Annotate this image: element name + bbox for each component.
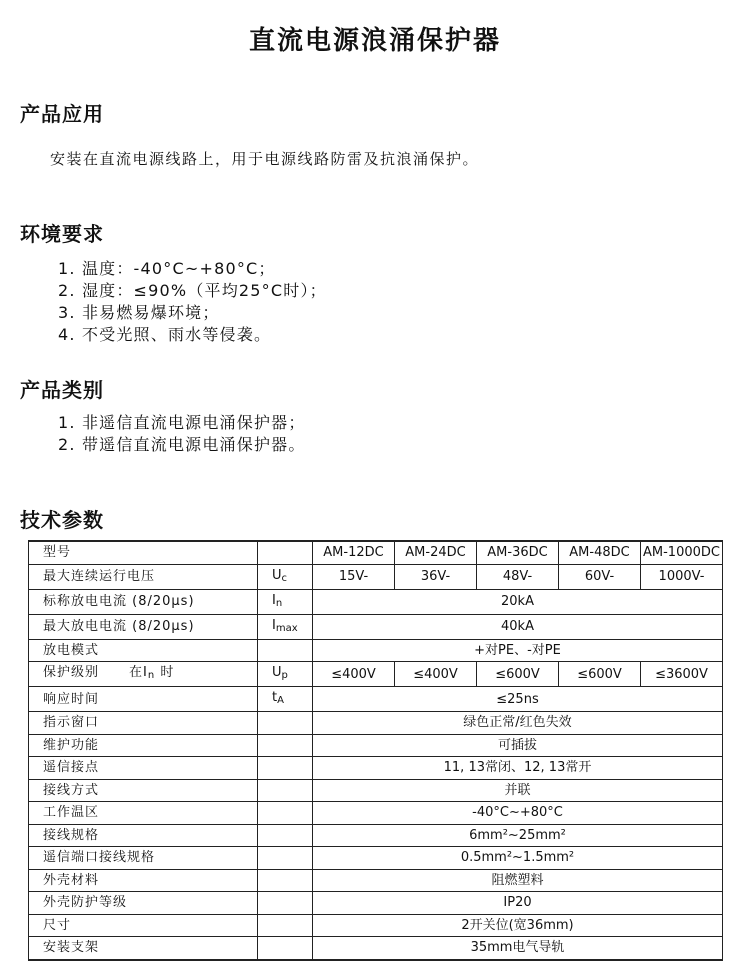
category-list [58, 412, 306, 456]
application-text: 安装在直流电源线路上，用于电源线路防雷及抗浪涌保护。 [50, 150, 480, 168]
list-item: 4. 不受光照、雨水等侵袭。 [58, 325, 272, 344]
page-title: 直流电源浪涌保护器 [248, 26, 501, 56]
list-item: 3. 非易燃易爆环境； [58, 303, 220, 322]
symbol-sub: max [275, 622, 298, 634]
symbol-cell [258, 541, 313, 564]
table-row [29, 639, 723, 662]
row-label: 外壳材料 [29, 869, 258, 892]
table-row [29, 541, 723, 564]
row-label: 型号 [29, 541, 258, 564]
section-heading-specs: 技术参数 [20, 508, 104, 532]
condition-text [129, 665, 174, 680]
list-item: 2. 湿度：≤90%（平均25°C时）； [58, 281, 327, 300]
table-row [29, 869, 723, 892]
table-row [29, 589, 723, 614]
value-cell: 40kA [313, 614, 723, 639]
value-cell: 1000V- [641, 564, 723, 589]
list-item: 2. 带遥信直流电源电涌保护器。 [58, 435, 306, 454]
symbol-sub: c [281, 572, 288, 584]
value-cell: 0.5mm²~1.5mm² [313, 847, 723, 870]
value-cell: ≤3600V [641, 662, 723, 687]
symbol-main: I [272, 592, 276, 608]
value-cell: ≤600V [477, 662, 559, 687]
value-cell: 6mm²~25mm² [313, 824, 723, 847]
symbol-main: U [272, 567, 282, 583]
symbol-cell [258, 937, 313, 960]
section-heading-application: 产品应用 [20, 102, 104, 126]
symbol-cell [258, 662, 313, 687]
row-label: 标称放电电流 (8/20μs) [29, 589, 258, 614]
row-label: 最大放电电流 (8/20μs) [29, 614, 258, 639]
symbol-cell [258, 734, 313, 757]
symbol-cell [258, 687, 313, 712]
symbol-cell [258, 847, 313, 870]
table-row [29, 712, 723, 735]
table-row [29, 614, 723, 639]
value-cell: 2开关位(宽36mm) [313, 914, 723, 937]
section-heading-category: 产品类别 [20, 378, 104, 402]
value-cell: 11, 13常闭、12, 13常开 [313, 757, 723, 780]
symbol-cell [258, 614, 313, 639]
value-cell: 15V- [313, 564, 395, 589]
section-heading-environment: 环境要求 [20, 222, 104, 246]
model-cell: AM-48DC [559, 541, 641, 564]
row-label: 维护功能 [29, 734, 258, 757]
value-cell: ≤25ns [313, 687, 723, 712]
symbol-sub: n [275, 597, 283, 609]
model-cell: AM-24DC [395, 541, 477, 564]
symbol-cell [258, 892, 313, 915]
row-label: 指示窗口 [29, 712, 258, 735]
value-cell: IP20 [313, 892, 723, 915]
row-label: 遥信端口接线规格 [29, 847, 258, 870]
condition-post: 时 [155, 665, 175, 680]
row-label: 尺寸 [29, 914, 258, 937]
value-cell: 20kA [313, 589, 723, 614]
symbol-cell [258, 869, 313, 892]
value-cell: 48V- [477, 564, 559, 589]
table-row [29, 564, 723, 589]
symbol-cell [258, 802, 313, 825]
list-item: 1. 非遥信直流电源电涌保护器； [58, 413, 306, 432]
row-label: 接线方式 [29, 779, 258, 802]
row-label: 外壳防护等级 [29, 892, 258, 915]
value-cell: 并联 [313, 779, 723, 802]
symbol-sub: p [281, 670, 288, 681]
symbol-cell [258, 712, 313, 735]
spec-table [28, 540, 723, 961]
model-cell: AM-12DC [313, 541, 395, 564]
symbol-cell [258, 914, 313, 937]
row-label: 遥信接点 [29, 757, 258, 780]
table-row [29, 914, 723, 937]
row-label [29, 662, 258, 687]
value-cell: 绿色正常/红色失效 [313, 712, 723, 735]
value-cell: 36V- [395, 564, 477, 589]
table-row [29, 734, 723, 757]
value-cell: 可插拔 [313, 734, 723, 757]
table-row [29, 757, 723, 780]
value-cell: ≤400V [395, 662, 477, 687]
model-cell: AM-36DC [477, 541, 559, 564]
symbol-cell [258, 779, 313, 802]
value-cell: ≤400V [313, 662, 395, 687]
condition-pre: 在I [129, 665, 148, 680]
model-cell: AM-1000DC [641, 541, 723, 564]
condition-sub: n [147, 670, 156, 681]
symbol-main: U [272, 665, 282, 680]
value-cell: +对PE、-对PE [313, 639, 723, 662]
symbol-main: t [272, 690, 278, 705]
table-row [29, 687, 723, 712]
table-row [29, 662, 723, 687]
table-row [29, 937, 723, 960]
row-label: 响应时间 [29, 687, 258, 712]
table-row [29, 824, 723, 847]
table-row [29, 779, 723, 802]
value-cell: 阻燃塑料 [313, 869, 723, 892]
list-item: 1. 温度：-40°C~+80°C； [58, 259, 276, 278]
symbol-sub: A [277, 695, 284, 706]
value-cell: 35mm电气导轨 [313, 937, 723, 960]
environment-list [58, 258, 327, 346]
symbol-cell [258, 824, 313, 847]
table-row [29, 802, 723, 825]
symbol-cell [258, 757, 313, 780]
value-cell: -40°C~+80°C [313, 802, 723, 825]
table-row [29, 892, 723, 915]
table-row [29, 847, 723, 870]
symbol-cell [258, 564, 313, 589]
value-cell: 60V- [559, 564, 641, 589]
symbol-main: I [272, 617, 276, 633]
row-label: 放电模式 [29, 639, 258, 662]
row-label: 最大连续运行电压 [29, 564, 258, 589]
symbol-cell [258, 639, 313, 662]
row-label: 安装支架 [29, 937, 258, 960]
row-label: 工作温区 [29, 802, 258, 825]
row-label-text: 保护级别 [43, 665, 100, 680]
symbol-cell [258, 589, 313, 614]
value-cell: ≤600V [559, 662, 641, 687]
row-label: 接线规格 [29, 824, 258, 847]
